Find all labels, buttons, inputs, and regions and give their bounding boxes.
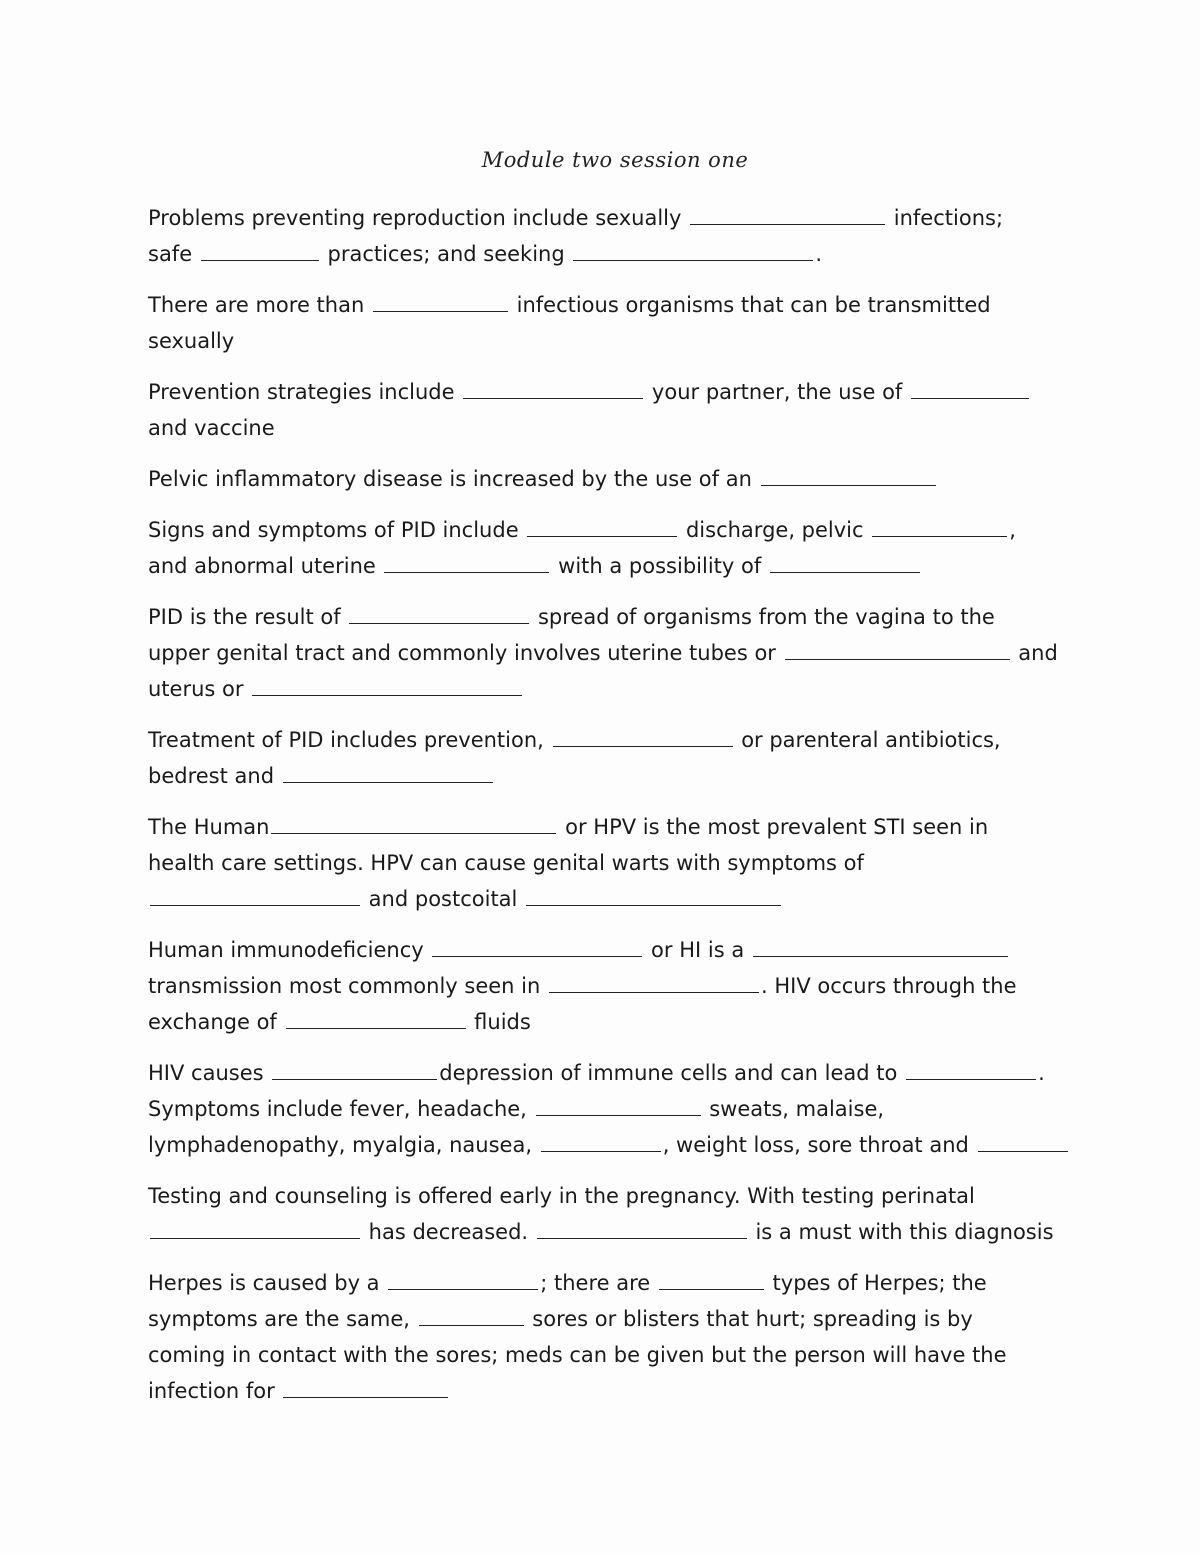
question-text: Pelvic inflammatory disease is increased by the use of an [148,467,759,491]
question-text: Treatment of PID includes prevention, [148,728,551,752]
question-line [148,200,1093,236]
fill-in-blank[interactable] [388,1267,538,1290]
fill-in-blank[interactable] [373,289,508,312]
question-item [148,200,1093,272]
fill-in-blank[interactable] [690,202,885,225]
question-line [148,548,1093,584]
question-line [148,323,1093,359]
fill-in-blank[interactable] [906,1057,1036,1080]
question-text: and vaccine [148,416,275,440]
fill-in-blank[interactable] [872,514,1007,537]
fill-in-blank[interactable] [283,1375,448,1398]
question-line [148,881,1093,917]
question-text: or HPV is the most prevalent STI seen in [558,815,989,839]
fill-in-blank[interactable] [911,376,1029,399]
question-text: upper genital tract and commonly involves uterine tubes or [148,641,783,665]
question-text: bedrest and [148,764,281,788]
question-text: Signs and symptoms of PID include [148,518,526,542]
fill-in-blank[interactable] [432,934,642,957]
question-text: Human immunodeficiency [148,938,431,962]
fill-in-blank[interactable] [283,760,493,783]
fill-in-blank[interactable] [537,1216,747,1239]
question-text: PID is the result of [148,605,348,629]
question-line [148,1127,1093,1163]
question-line [148,1004,1093,1040]
question-text: transmission most commonly seen in [148,974,547,998]
question-item [148,512,1093,584]
question-line [148,236,1093,272]
question-text: , weight loss, sore throat and [662,1133,976,1157]
fill-in-blank[interactable] [753,934,1008,957]
question-text: sores or blisters that hurt; spreading is by [525,1307,973,1331]
question-item [148,809,1093,917]
question-text: safe [148,242,199,266]
question-item [148,374,1093,446]
question-line [148,287,1093,323]
fill-in-blank[interactable] [526,883,781,906]
fill-in-blank[interactable] [770,550,920,573]
question-text: and [1011,641,1058,665]
question-item [148,1178,1093,1250]
question-text: sweats, malaise, [702,1097,885,1121]
fill-in-blank[interactable] [978,1129,1068,1152]
question-text: or parenteral antibiotics, [734,728,1001,752]
question-text: sexually [148,329,235,353]
question-text: coming in contact with the sores; meds can be given but the person will have the [148,1343,1007,1367]
fill-in-blank[interactable] [463,376,643,399]
fill-in-blank[interactable] [785,637,1010,660]
question-line [148,1055,1093,1091]
question-text: practices; and seeking [320,242,572,266]
question-text: infections; [887,206,1004,230]
question-text: . [1038,1061,1045,1085]
question-text: Testing and counseling is offered early in the pregnancy. With testing perinatal [148,1184,975,1208]
question-line [148,635,1093,671]
question-line [148,599,1093,635]
question-text: ; there are [540,1271,657,1295]
question-text: Problems preventing reproduction include sexually [148,206,689,230]
question-item [148,722,1093,794]
question-text: spread of organisms from the vagina to the [531,605,995,629]
fill-in-blank[interactable] [349,601,529,624]
question-item [148,1055,1093,1163]
question-item [148,1265,1093,1409]
question-text: . [815,242,823,266]
question-text: Herpes is caused by a [148,1271,387,1295]
page-title: Module two session one [481,148,749,172]
question-text: health care settings. HPV can cause genital warts with symptoms of [148,851,864,875]
fill-in-blank[interactable] [150,1216,360,1239]
fill-in-blank[interactable] [384,550,549,573]
fill-in-blank[interactable] [286,1006,466,1029]
question-item [148,287,1093,359]
question-text: infectious organisms that can be transmitted [509,293,991,317]
question-text: has decreased. [362,1220,535,1244]
fill-in-blank[interactable] [527,514,677,537]
question-line [148,968,1093,1004]
fill-in-blank[interactable] [419,1303,524,1326]
question-line [148,1337,1093,1373]
fill-in-blank[interactable] [573,238,813,261]
question-line [148,1373,1093,1409]
question-line [148,809,1093,845]
question-line [148,722,1093,758]
question-line [148,512,1093,548]
question-line [148,845,1093,881]
question-item [148,461,1093,497]
question-line [148,758,1093,794]
fill-in-blank[interactable] [659,1267,764,1290]
fill-in-blank[interactable] [549,970,759,993]
question-line [148,671,1093,707]
question-text: or HI is a [644,938,751,962]
question-text: depression of immune cells and can lead to [439,1061,905,1085]
question-text: infection for [148,1379,282,1403]
question-line [148,1214,1093,1250]
question-line [148,932,1093,968]
question-text: with a possibility of [551,554,768,578]
question-line [148,1265,1093,1301]
question-text: The Human [148,815,270,839]
question-text: . HIV occurs through the [760,974,1017,998]
fill-in-blank[interactable] [761,463,936,486]
question-text: , [1009,518,1016,542]
fill-in-blank[interactable] [553,724,733,747]
fill-in-blank[interactable] [272,1057,437,1080]
question-text: There are more than [148,293,371,317]
question-line [148,461,1093,497]
question-text: your partner, the use of [645,380,910,404]
question-text: symptoms are the same, [148,1307,417,1331]
question-line [148,410,1093,446]
question-text: Symptoms include fever, headache, [148,1097,534,1121]
fill-in-blank[interactable] [201,238,319,261]
fill-in-blank[interactable] [541,1129,661,1152]
question-text: and abnormal uterine [148,554,383,578]
question-item [148,599,1093,707]
question-line [148,1178,1093,1214]
question-text: HIV causes [148,1061,271,1085]
worksheet-body [148,200,1093,1424]
question-text: lymphadenopathy, myalgia, nausea, [148,1133,539,1157]
question-text: types of Herpes; the [765,1271,987,1295]
question-text: exchange of [148,1010,284,1034]
question-line [148,374,1093,410]
fill-in-blank[interactable] [150,883,360,906]
fill-in-blank[interactable] [536,1093,701,1116]
question-line [148,1091,1093,1127]
fill-in-blank[interactable] [271,811,556,834]
fill-in-blank[interactable] [252,673,522,696]
question-item [148,932,1093,1040]
question-text: and postcoital [362,887,525,911]
question-line [148,1301,1093,1337]
question-text: Prevention strategies include [148,380,462,404]
question-text: discharge, pelvic [679,518,871,542]
question-text: fluids [467,1010,531,1034]
question-text: is a must with this diagnosis [748,1220,1054,1244]
question-text: uterus or [148,677,251,701]
